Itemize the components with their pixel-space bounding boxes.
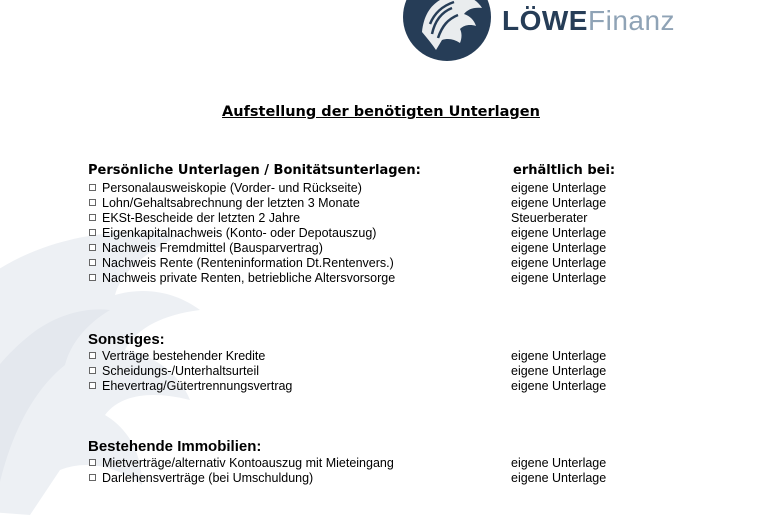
item-source: eigene Unterlage [511,379,607,393]
checkbox[interactable] [89,352,96,359]
item-source: eigene Unterlage [511,364,607,378]
item-source: eigene Unterlage [511,349,607,363]
item-label: Ehevertrag/Gütertrennungsvertrag [102,379,293,393]
item-source: eigene Unterlage [511,456,607,470]
checkbox[interactable] [89,382,96,389]
list-item [88,256,668,271]
item-source: eigene Unterlage [511,256,607,270]
item-source: eigene Unterlage [511,241,607,255]
item-label: Personalausweiskopie (Vorder- und Rückseite) [102,181,362,195]
item-label: Nachweis Rente (Renteninformation Dt.Rentenvers.) [102,256,394,270]
section-header [88,438,668,456]
section-title: Sonstiges: [88,331,165,348]
item-source: eigene Unterlage [511,226,607,240]
checkbox[interactable] [89,259,96,266]
list-item [88,471,668,486]
item-label: Nachweis Fremdmittel (Bausparvertrag) [102,241,323,255]
checkbox[interactable] [89,244,96,251]
item-label: Darlehensverträge (bei Umschuldung) [102,471,314,485]
list-item [88,226,668,241]
section-personal-documents [88,163,668,286]
list-item [88,271,668,286]
list-item [88,379,668,394]
item-source: eigene Unterlage [511,196,607,210]
item-source: eigene Unterlage [511,271,607,285]
document-title: Aufstellung der benötigten Unterlagen [222,104,540,120]
item-source: Steuerberater [511,211,588,225]
list-item [88,196,668,211]
checkbox[interactable] [89,184,96,191]
item-source: eigene Unterlage [511,471,607,485]
list-item [88,364,668,379]
column-header-source: erhältlich bei: [513,163,616,178]
item-label: Scheidungs-/Unterhaltsurteil [102,364,260,378]
checkbox[interactable] [89,229,96,236]
item-label: Eigenkapitalnachweis (Konto- oder Depotauszug) [102,226,377,240]
item-label: Lohn/Gehaltsabrechnung der letzten 3 Monate [102,196,360,210]
item-label: Nachweis private Renten, betriebliche Altersvorsorge [102,271,396,285]
item-label: EKSt-Bescheide der letzten 2 Jahre [102,211,301,225]
list-item [88,211,668,226]
item-label: Verträge bestehender Kredite [102,349,266,363]
item-label: Mietverträge/alternativ Kontoauszug mit Mieteingang [102,456,394,470]
logo-wordmark [502,5,675,37]
section-existing-properties [88,438,668,486]
section-header [88,331,668,349]
list-item [88,456,668,471]
list-item [88,181,668,196]
section-title: Bestehende Immobilien: [88,438,262,455]
checkbox[interactable] [89,274,96,281]
item-source: eigene Unterlage [511,181,607,195]
checkbox[interactable] [89,214,96,221]
section-other [88,331,668,394]
checkbox[interactable] [89,199,96,206]
list-item [88,349,668,364]
section-title: Persönliche Unterlagen / Bonitätsunterlagen: [88,163,421,178]
lion-head-icon [402,0,492,62]
logo-word-bold: LÖWE [502,5,588,36]
checkbox[interactable] [89,459,96,466]
section-header [88,163,668,181]
list-item [88,241,668,256]
lowe-finanz-logo [400,0,680,64]
checkbox[interactable] [89,367,96,374]
logo-word-light: Finanz [588,5,676,36]
